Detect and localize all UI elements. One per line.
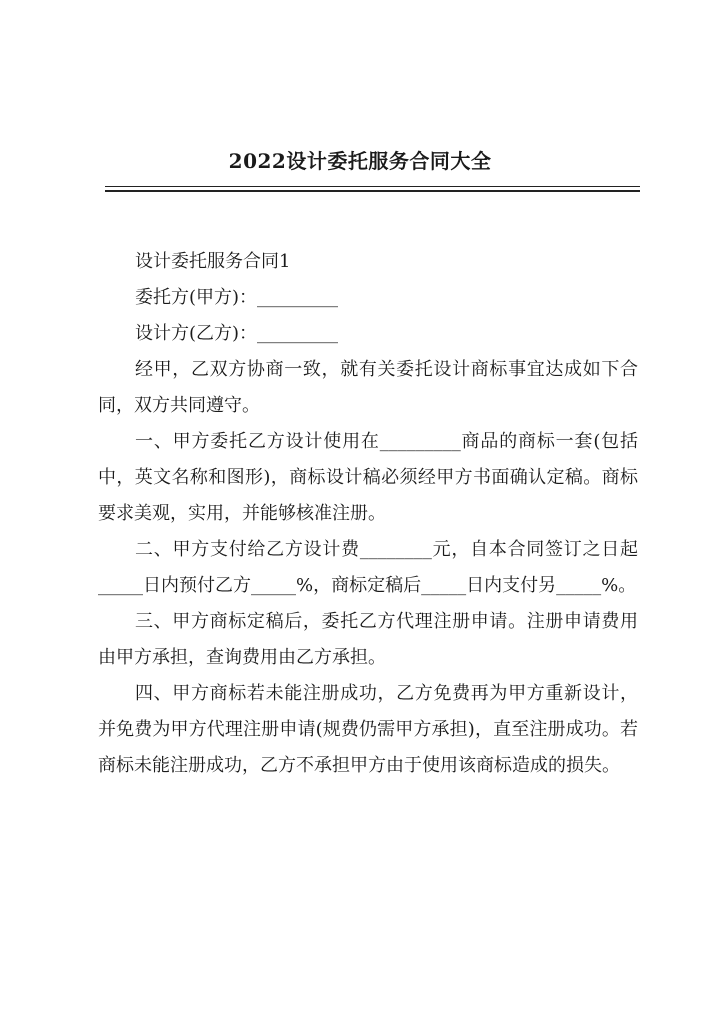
document-body — [98, 244, 638, 784]
party-a-line: 委托方(甲方)：_________ — [135, 287, 339, 308]
clause-1-paragraph: 一、甲方委托乙方设计使用在_________商品的商标一套(包括中，英文名称和图形)，商标设计稿必须经甲方书面确认定稿。商标要求美观，实用，并能够核准注册。 — [98, 431, 638, 524]
title-divider-thick — [105, 190, 640, 192]
contract-heading: 设计委托服务合同1 — [135, 251, 291, 272]
preamble-paragraph: 经甲，乙双方协商一致，就有关委托设计商标事宜达成如下合同，双方共同遵守。 — [98, 359, 638, 416]
clause-2-paragraph: 二、甲方支付给乙方设计费________元，自本合同签订之日起_____日内预付乙方_____%，商标定稿后_____日内支付另_____%。 — [98, 539, 638, 596]
title-divider-thin — [105, 186, 640, 187]
clause-4-paragraph: 四、甲方商标若未能注册成功，乙方免费再为甲方重新设计，并免费为甲方代理注册申请(规费仍需甲方承担)，直至注册成功。若商标未能注册成功，乙方不承担甲方由于使用该商标造成的损失。 — [98, 683, 638, 776]
document-title: 2022设计委托服务合同大全 — [228, 149, 492, 173]
party-b-line: 设计方(乙方)：_________ — [135, 323, 339, 344]
clause-3-paragraph: 三、甲方商标定稿后，委托乙方代理注册申请。注册申请费用由甲方承担，查询费用由乙方承担。 — [98, 611, 638, 668]
